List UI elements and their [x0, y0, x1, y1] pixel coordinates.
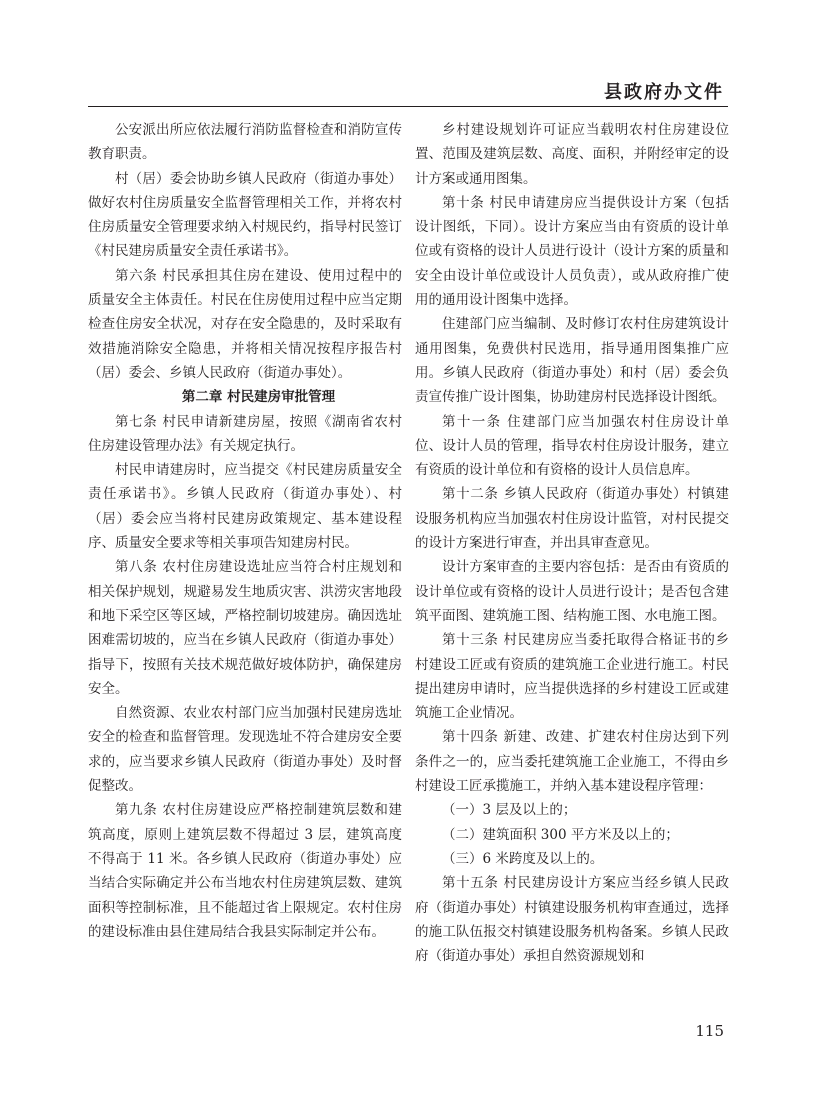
- paragraph: 公安派出所应依法履行消防监督检查和消防宣传教育职责。: [88, 122, 402, 163]
- paragraph: 第八条 农村住房建设选址应当符合村庄规划和相关保护规划，规避易发生地质灾害、洪涝灾害地段和地下采空区等区域，严格控制切坡建房。确因选址困难需切坡的，应当在乡镇人民政府（街道办事处）指导下，按照有关技术规范做好坡体防护，确保建房安全。: [88, 559, 402, 697]
- paragraph: 第十四条 新建、改建、扩建农村住房达到下列条件之一的，应当委托建筑施工企业施工，不得由乡村建设工匠承揽施工，并纳入基本建设程序管理：: [415, 729, 729, 795]
- paragraph: 第十条 村民申请建房应当提供设计方案（包括设计图纸，下同）。设计方案应当由有资质的设计单位或有资格的设计人员进行设计（设计方案的质量和安全由设计单位或设计人员负责），或从政府推广使用的通用设计图集中选择。: [415, 194, 729, 309]
- paragraph: 第十三条 村民建房应当委托取得合格证书的乡村建设工匠或有资质的建筑施工企业进行施工。村民提出建房申请时，应当提供选择的乡村建设工匠或建筑施工企业情况。: [415, 632, 729, 722]
- paragraph: 设计方案审查的主要内容包括：是否由有资质的设计单位或有资格的设计人员进行设计；是否包含建筑平面图、建筑施工图、结构施工图、水电施工图。: [415, 559, 729, 624]
- paragraph: 村（居）委会协助乡镇人民政府（街道办事处）做好农村住房质量安全监督管理相关工作，并将农村住房质量安全管理要求纳入村规民约，指导村民签订《村民建房质量安全责任承诺书》。: [88, 170, 402, 260]
- chapter-title: 第二章 村民建房审批管理: [181, 389, 336, 406]
- right-column: [415, 118, 729, 968]
- left-column: [88, 118, 402, 944]
- paragraph: 第九条 农村住房建设应严格控制建筑层数和建筑高度，原则上建筑层数不得超过 3 层，建筑高度不得高于 11 米。各乡镇人民政府（街道办事处）应当结合实际确定并公布当地农村住房建筑层数、建筑面积等控制标准，且不能超过省上限规定。农村住房的建设标准由县住建局结合我县实际制定并公布。: [88, 802, 402, 940]
- list-item: （一）3 层及以上的；: [442, 802, 577, 819]
- paragraph: 村民申请建房时，应当提交《村民建房质量安全责任承诺书》。乡镇人民政府（街道办事处）、村（居）委会应当将村民建房政策规定、基本建设程序、质量安全要求等相关事项告知建房村民。: [88, 462, 402, 552]
- list-item: （三）6 米跨度及以上的。: [442, 850, 604, 867]
- list-item: （二）建筑面积 300 平方米及以上的；: [442, 826, 679, 843]
- paragraph: 第七条 村民申请新建房屋，按照《湖南省农村住房建设管理办法》有关规定执行。: [88, 413, 402, 454]
- paragraph: 自然资源、农业农村部门应当加强村民建房选址安全的检查和监督管理。发现选址不符合建房安全要求的，应当要求乡镇人民政府（街道办事处）及时督促整改。: [88, 705, 402, 795]
- paragraph: 乡村建设规划许可证应当载明农村住房建设位置、范围及建筑层数、高度、面积，并附经审定的设计方案或通用图集。: [415, 122, 729, 187]
- header-rule: [88, 106, 728, 107]
- paragraph: 第十一条 住建部门应当加强农村住房设计单位、设计人员的管理，指导农村住房设计服务，建立有资质的设计单位和有资格的设计人员信息库。: [415, 413, 729, 479]
- paragraph: 住建部门应当编制、及时修订农村住房建筑设计通用图集，免费供村民选用，指导通用图集推广应用。乡镇人民政府（街道办事处）和村（居）委会负责宣传推广设计图集，协助建房村民选择设计图纸。: [415, 316, 729, 406]
- paragraph: 第六条 村民承担其住房在建设、使用过程中的质量安全主体责任。村民在住房使用过程中应当定期检查住房安全状况，对存在安全隐患的，及时采取有效措施消除安全隐患，并将相关情况按程序报告村（居）委会、乡镇人民政府（街道办事处）。: [88, 267, 402, 381]
- page-number: 115: [695, 1022, 724, 1040]
- header-title: 县政府办文件: [604, 82, 724, 103]
- paragraph: 第十二条 乡镇人民政府（街道办事处）村镇建设服务机构应当加强农村住房设计监管，对村民提交的设计方案进行审查，并出具审查意见。: [415, 486, 729, 552]
- paragraph: 第十五条 村民建房设计方案应当经乡镇人民政府（街道办事处）村镇建设服务机构审查通过，选择的施工队伍报交村镇建设服务机构备案。乡镇人民政府（街道办事处）承担自然资源规划和: [415, 875, 729, 965]
